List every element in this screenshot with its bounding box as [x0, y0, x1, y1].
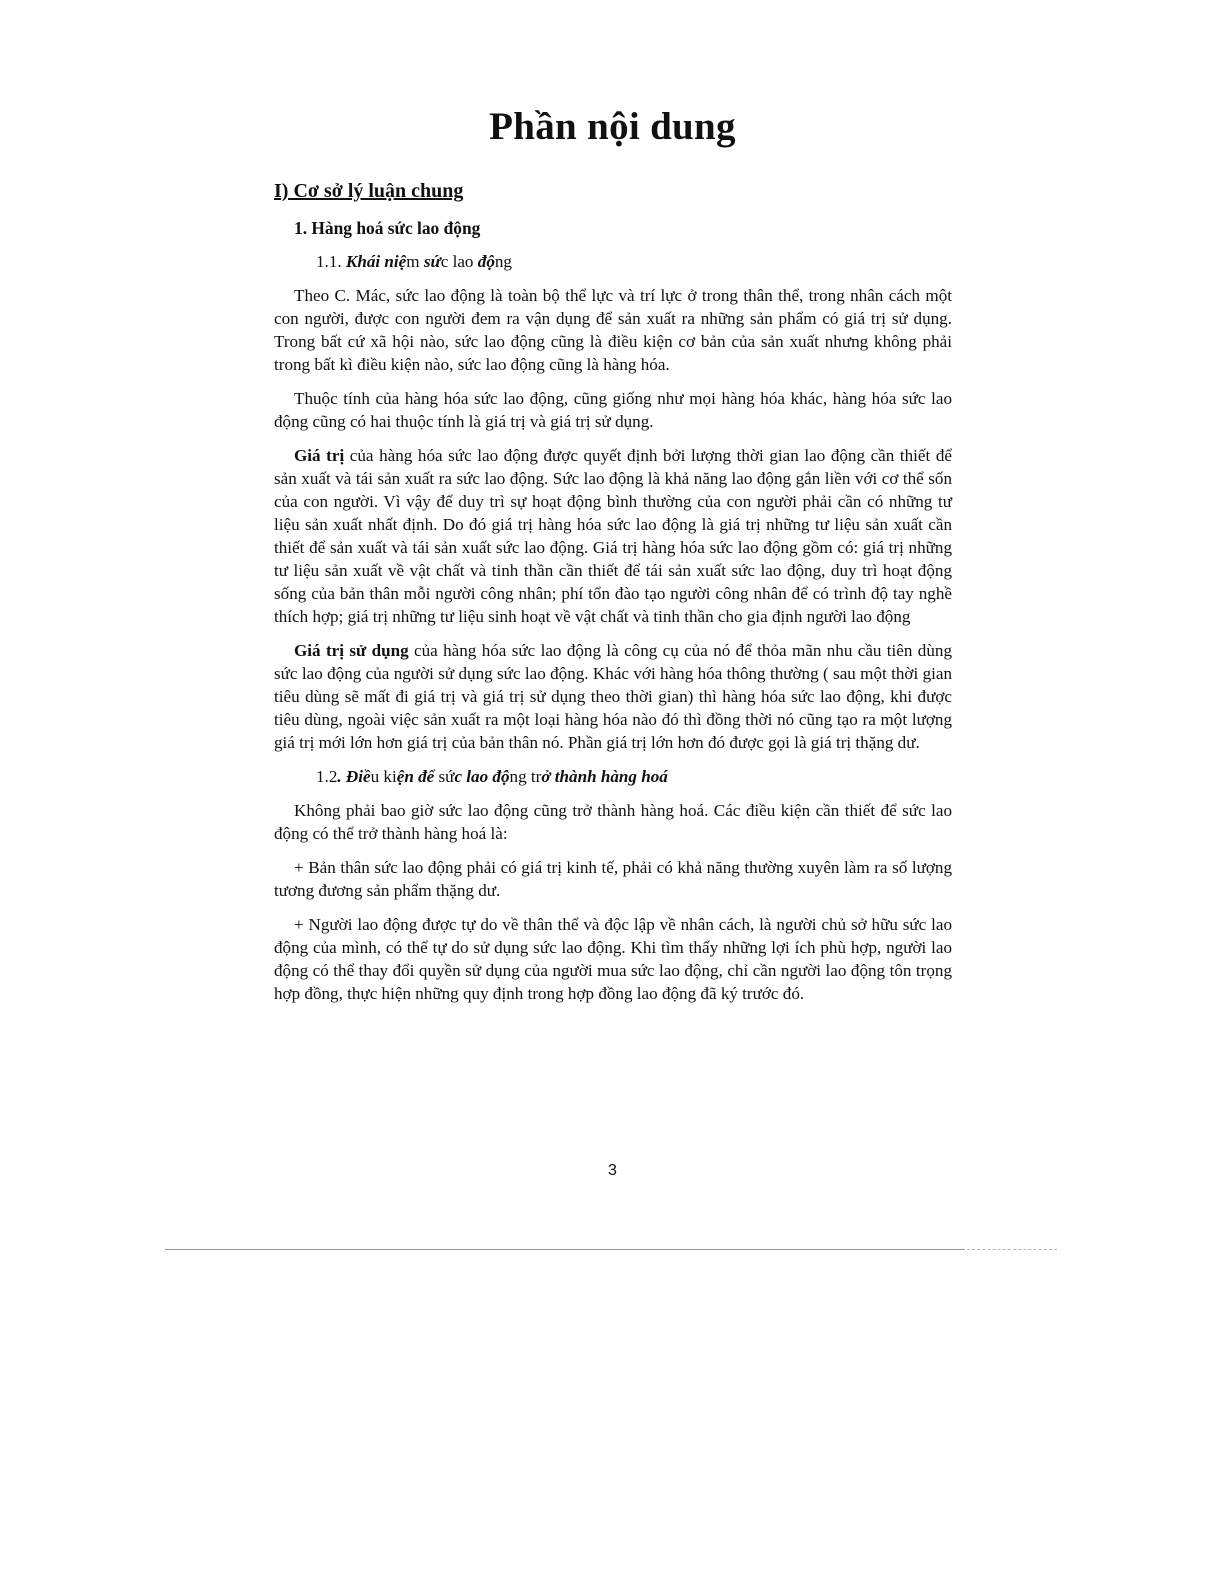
subheading-labor-commodity: 1. Hàng hoá sức lao động: [294, 218, 481, 238]
page-title: Phần nội dung: [489, 105, 736, 148]
subheading-fragment: ở thành hàng hoá: [541, 767, 668, 786]
document-body: [274, 178, 952, 1016]
use-value-text: của hàng hóa sức lao động là công cụ của nó để thỏa mãn nhu cầu tiên dùng sức lao động của người sử dụng sức lao động. Khác với hàng hóa thông thường ( sau một thời gian tiêu dùng sẽ mất đi giá trị và giá trị sử dụng theo thời gian) thì hàng hóa sức lao động, khi được tiêu dùng, ngoài việc sản xuất ra một loại hàng hóa nào đó thì đồng thời nó cũng tạo ra một lượng giá trị mới lớn hơn giá trị của bản thân nó. Phần giá trị lớn hơn đó được gọi là giá trị thặng dư.: [274, 641, 952, 752]
page-divider: [165, 1249, 965, 1250]
paragraph-condition-2: + Người lao động được tự do về thân thể và độc lập về nhân cách, là người chủ sở hữu sức lao động của mình, có thể tự do sử dụng sức lao động. Khi tìm thấy những lợi ích phù hợp, người lao động có thể thay đổi quyền sử dụng của người mua sức lao động, chỉ cần người lao động tôn trọng hợp đồng, thực hiện những quy định trong hợp đồng lao động đã ký trước đó.: [274, 915, 952, 1003]
subheading-fragment: độ: [477, 252, 495, 271]
subheading-fragment: m: [406, 252, 424, 271]
value-lead-term: Giá trị: [294, 446, 345, 465]
subheading-fragment: u ki: [370, 767, 397, 786]
use-value-lead-term: Giá trị sử dụng: [294, 641, 409, 660]
paragraph-condition-1: + Bản thân sức lao động phải có giá trị kinh tế, phải có khả năng thường xuyên làm ra số lượng tương đương sản phẩm thặng dư.: [274, 858, 952, 900]
paragraph-attributes: Thuộc tính của hàng hóa sức lao động, cũng giống như mọi hàng hóa khác, hàng hóa sức lao động cũng có hai thuộc tính là giá trị và giá trị sử dụng.: [274, 389, 952, 431]
subheading-fragment: ng: [494, 252, 512, 271]
subheading-number: 1.2: [316, 767, 338, 786]
subheading-number: 1.1.: [316, 252, 346, 271]
subheading-fragment: c lao độ: [454, 767, 510, 786]
section-heading: I) Cơ sở lý luận chung: [274, 180, 464, 202]
paragraph-value: [274, 444, 952, 628]
subheading-fragment: sứ: [438, 767, 455, 786]
page-divider-tail: [967, 1249, 1057, 1250]
subheading-fragment: c lao: [440, 252, 478, 271]
paragraph-conditions-intro: Không phải bao giờ sức lao động cũng trở thành hàng hoá. Các điều kiện cần thiết để sức lao động có thể trở thành hàng hoá là:: [274, 801, 952, 843]
page-number: 3: [608, 1162, 617, 1179]
subheading-concept-of-labor-power: [316, 250, 952, 274]
subheading-fragment: sứ: [423, 252, 441, 271]
subheading-fragment: ện để: [396, 767, 439, 786]
subheading-fragment: Khái niệ: [345, 252, 407, 271]
value-text: của hàng hóa sức lao động được quyết định bởi lượng thời gian lao động cần thiết để sản xuất và tái sản xuất ra sức lao động. Sức lao động là khả năng lao động gắn liền với cơ thể sốn của con người. Vì vậy để duy trì sự hoạt động bình thường của con người phải cần có những tư liệu sản xuất nhất định. Do đó giá trị hàng hóa sức lao động là giá trị những tư liệu sản xuất cần thiết để sản xuất và tái sản xuất sức lao động. Giá trị hàng hóa sức lao động gồm có: giá trị những tư liệu sản xuất về vật chất và tinh thần cần thiết để tái sản xuất sức lao động, duy trì hoạt động sống của bản thân mỗi người công nhân; phí tổn đào tạo người công nhân để có trình độ tay nghề thích hợp; giá trị những tư liệu sinh hoạt về vật chất và tinh thần cho gia định người lao động: [274, 446, 952, 626]
paragraph-use-value: [274, 639, 952, 754]
subheading-fragment: . Điề: [337, 767, 371, 786]
subheading-conditions: [316, 765, 952, 789]
subheading-fragment: ng tr: [509, 767, 542, 786]
paragraph-definition: Theo C. Mác, sức lao động là toàn bộ thể lực và trí lực ở trong thân thể, trong nhân cách một con người, được con người đem ra vận dụng để sản xuất ra những sản phẩm có giá trị sử dụng. Trong bất cứ xã hội nào, sức lao động cũng là điều kiện cơ bản của sản xuất nhưng không phải trong bất kì điều kiện nào, sức lao động cũng là hàng hóa.: [274, 286, 952, 374]
